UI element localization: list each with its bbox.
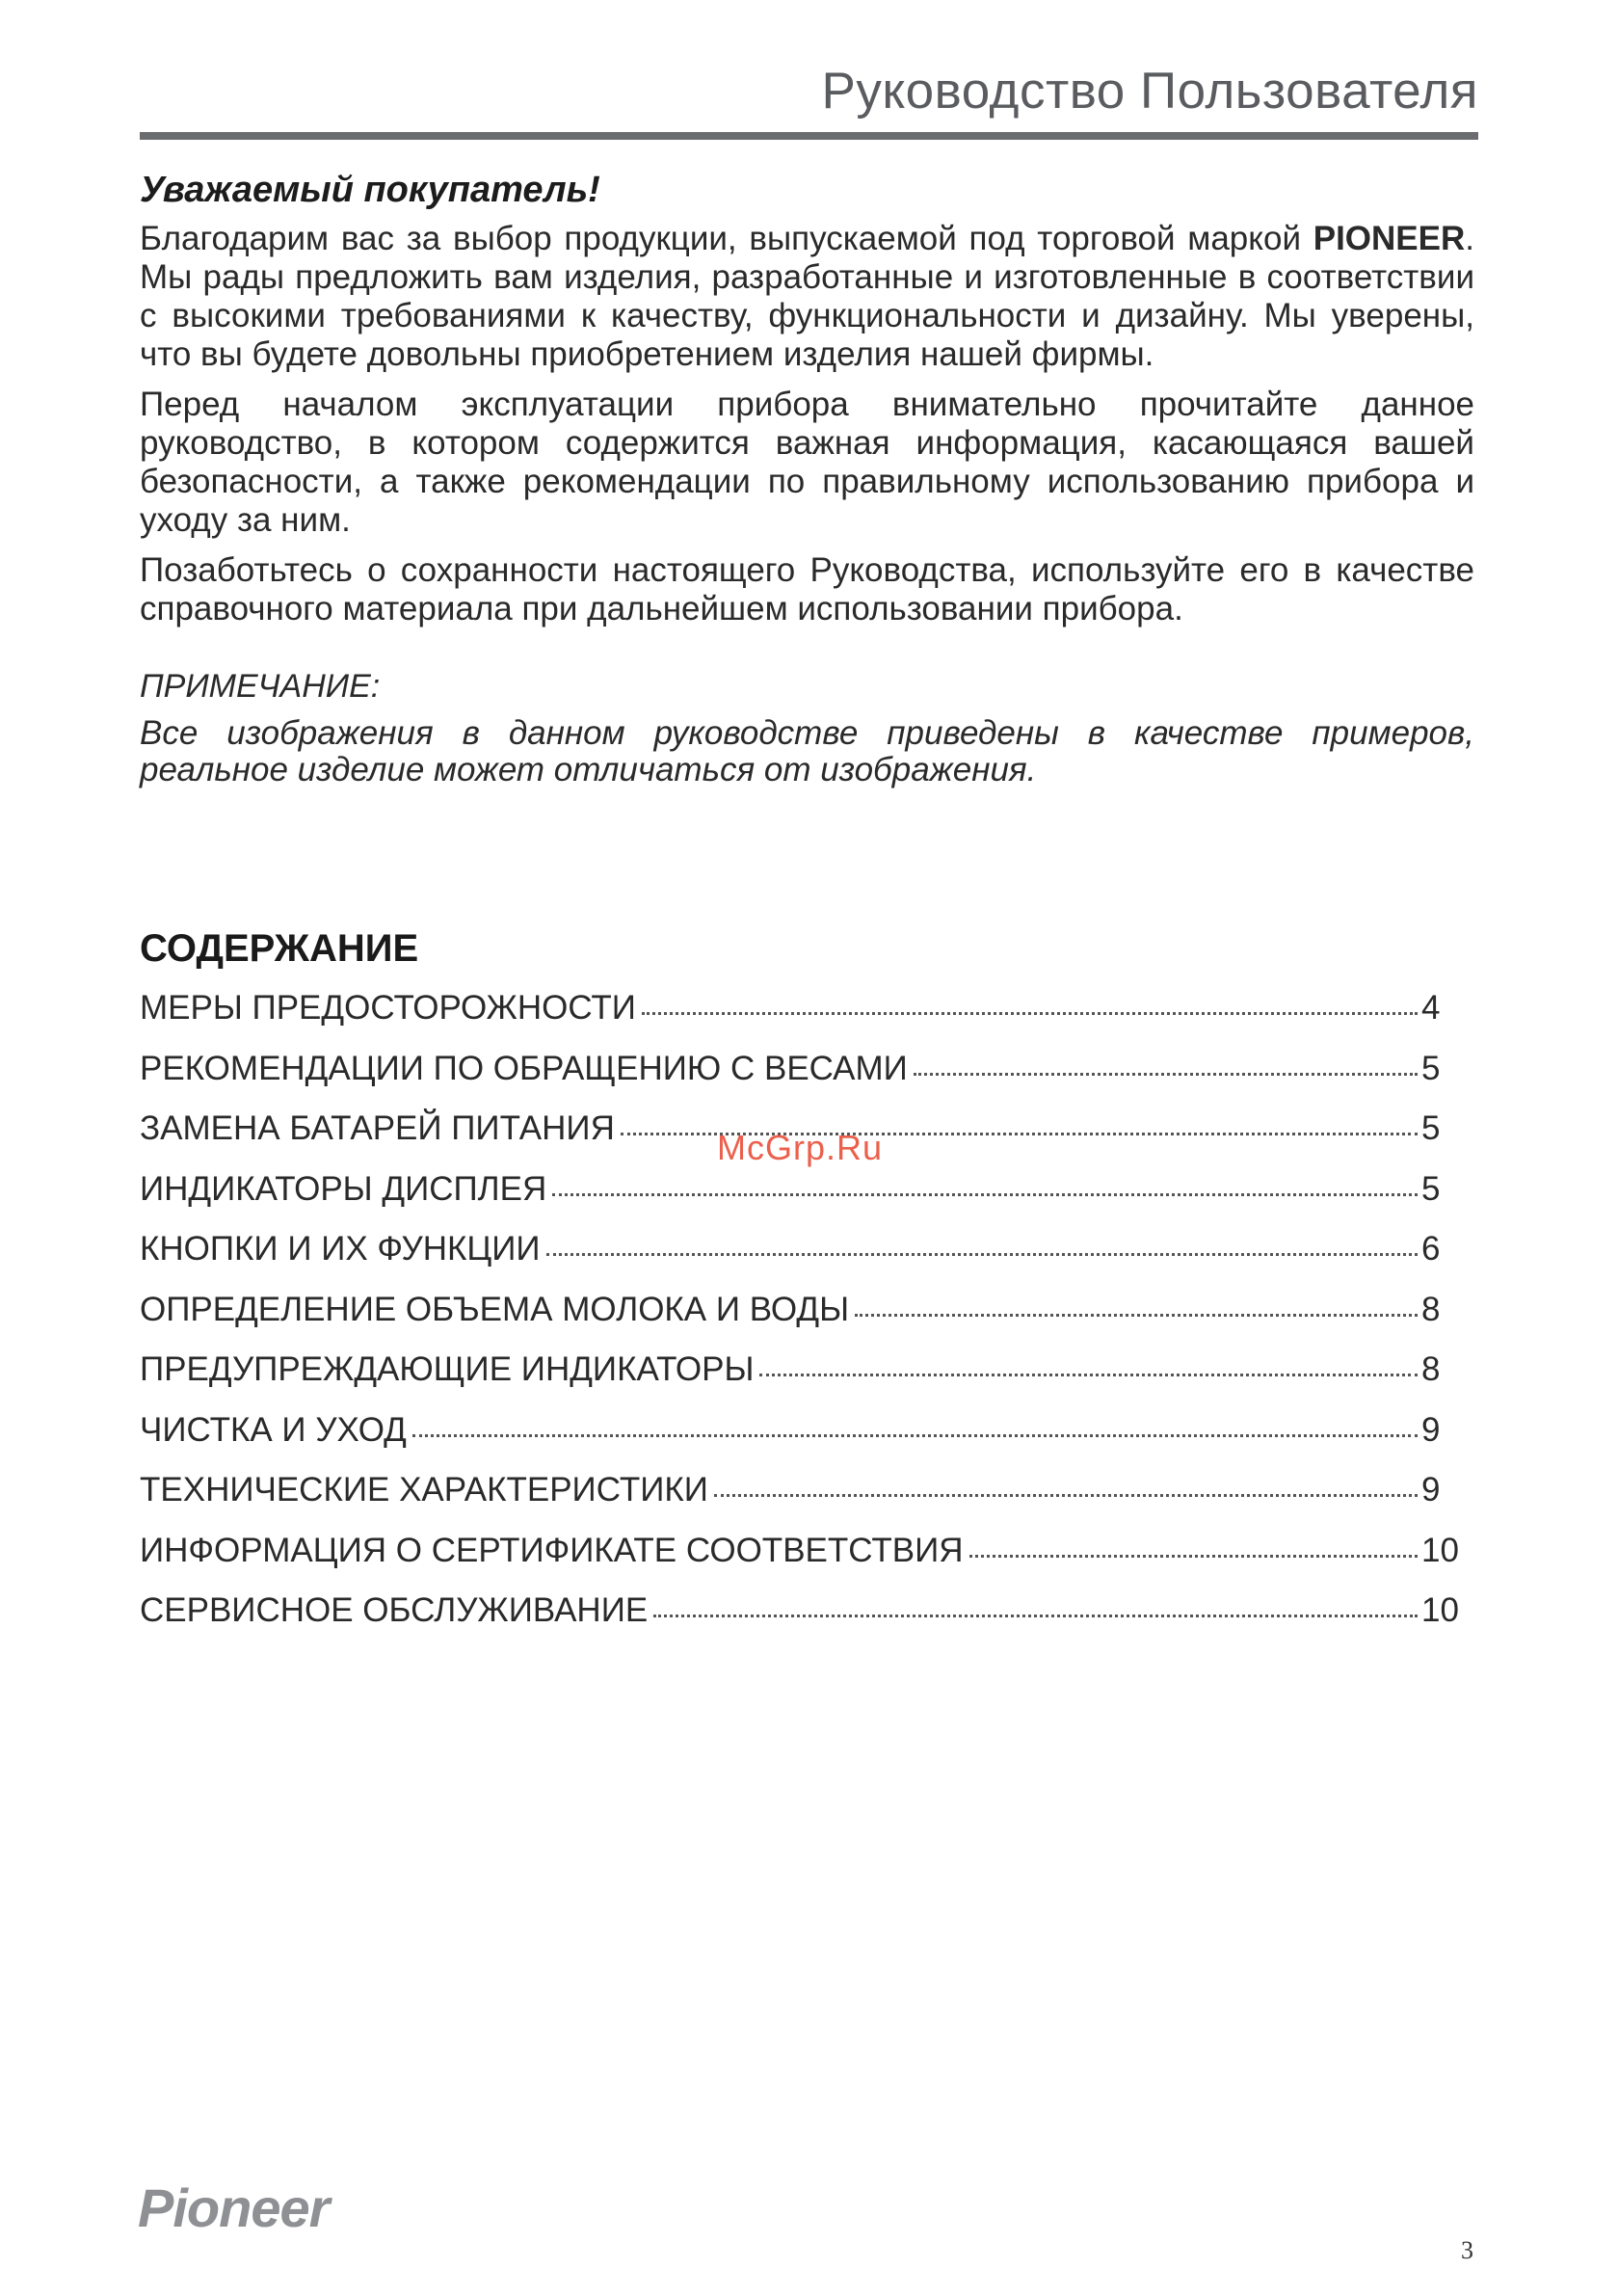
toc-entry-label: ЗАМЕНА БАТАРЕЙ ПИТАНИЯ (140, 1109, 615, 1147)
toc-dot-leader (969, 1555, 1418, 1558)
page-number: 3 (1461, 2236, 1473, 2264)
toc-entry-label: ИНДИКАТОРЫ ДИСПЛЕЯ (140, 1169, 547, 1208)
table-of-contents (140, 989, 1470, 1652)
toc-heading: СОДЕРЖАНИЕ (140, 927, 419, 970)
toc-entry[interactable] (140, 1532, 1470, 1592)
watermark-text: McGrp.Ru (717, 1128, 884, 1167)
toc-dot-leader (642, 1012, 1418, 1015)
toc-dot-leader (552, 1193, 1418, 1196)
page-header-title: Руководство Пользователя (821, 63, 1478, 120)
toc-entry-page-number: 4 (1421, 989, 1441, 1027)
toc-entry-page-number: 5 (1421, 1109, 1441, 1147)
toc-entry-label: ИНФОРМАЦИЯ О СЕРТИФИКАТЕ СООТВЕТСТВИЯ (140, 1531, 964, 1569)
pioneer-logo: Pioneer (138, 2177, 330, 2238)
toc-entry[interactable] (140, 1291, 1470, 1351)
toc-entry-label: ОПРЕДЕЛЕНИЕ ОБЪЕМА МОЛОКА И ВОДЫ (140, 1290, 850, 1328)
header-divider (140, 132, 1478, 140)
toc-entry[interactable] (140, 1050, 1470, 1110)
toc-entry-page-number: 10 (1421, 1591, 1459, 1629)
toc-entry-label: РЕКОМЕНДАЦИИ ПО ОБРАЩЕНИЮ С ВЕСАМИ (140, 1049, 908, 1087)
toc-entry-label: МЕРЫ ПРЕДОСТОРОЖНОСТИ (140, 989, 636, 1027)
toc-entry-page-number: 10 (1421, 1531, 1459, 1569)
toc-entry-label: СЕРВИСНОЕ ОБСЛУЖИВАНИЕ (140, 1591, 649, 1629)
brand-name: PIONEER (1313, 220, 1466, 257)
intro-paragraph-1 (140, 220, 1474, 374)
toc-entry-label: КНОПКИ И ИХ ФУНКЦИИ (140, 1230, 541, 1268)
toc-entry[interactable] (140, 1350, 1470, 1411)
toc-entry-page-number: 9 (1421, 1471, 1441, 1508)
toc-entry-page-number: 8 (1421, 1290, 1441, 1328)
toc-entry[interactable] (140, 989, 1470, 1050)
toc-entry[interactable] (140, 1591, 1470, 1652)
toc-entry-label: ТЕХНИЧЕСКИЕ ХАРАКТЕРИСТИКИ (140, 1471, 708, 1508)
toc-dot-leader (855, 1314, 1418, 1317)
toc-dot-leader (759, 1374, 1418, 1376)
intro-paragraph-2: Перед началом эксплуатации прибора внимательно прочитайте данное руководство, в котором содержится важная информация, касающаяся вашей безопасности, а также рекомендации по правильному использованию прибора и уходу за ним. (140, 386, 1474, 539)
toc-entry-page-number: 8 (1421, 1350, 1441, 1388)
toc-entry-label: ЧИСТКА И УХОД (140, 1410, 407, 1449)
note-label: ПРИМЕЧАНИЕ: (140, 668, 381, 705)
toc-entry[interactable] (140, 1471, 1470, 1532)
toc-entry-page-number: 5 (1421, 1169, 1441, 1208)
toc-entry-page-number: 6 (1421, 1230, 1441, 1268)
toc-entry[interactable] (140, 1170, 1470, 1231)
toc-entry-page-number: 5 (1421, 1049, 1441, 1087)
toc-entry-label: ПРЕДУПРЕЖДАЮЩИЕ ИНДИКАТОРЫ (140, 1350, 755, 1388)
greeting-heading: Уважаемый покупатель! (140, 170, 600, 210)
toc-dot-leader (914, 1073, 1418, 1076)
toc-dot-leader (546, 1253, 1418, 1256)
intro-section (140, 166, 1474, 788)
toc-dot-leader (714, 1494, 1418, 1497)
intro-text-end: . Мы рады предложить вам изделия, разработанные и изготовленные в соответствии с высокими требованиями к качеству, функциональности и дизайну. Мы уверены, что вы будете довольны приобретением изделия нашей фирмы. (140, 220, 1474, 373)
note-text: Все изображения в данном руководстве приведены в качестве примеров, реальное изделие может отличаться от изображения. (140, 714, 1474, 788)
toc-dot-leader (653, 1615, 1418, 1617)
toc-entry[interactable] (140, 1411, 1470, 1472)
toc-entry-page-number: 9 (1421, 1410, 1441, 1449)
toc-dot-leader (412, 1434, 1418, 1437)
intro-text-start: Благодарим вас за выбор продукции, выпускаемой под торговой маркой (140, 220, 1313, 257)
toc-entry[interactable] (140, 1230, 1470, 1291)
intro-paragraph-3: Позаботьтесь о сохранности настоящего Руководства, используйте его в качестве справочного материала при дальнейшем использовании прибора. (140, 551, 1474, 627)
